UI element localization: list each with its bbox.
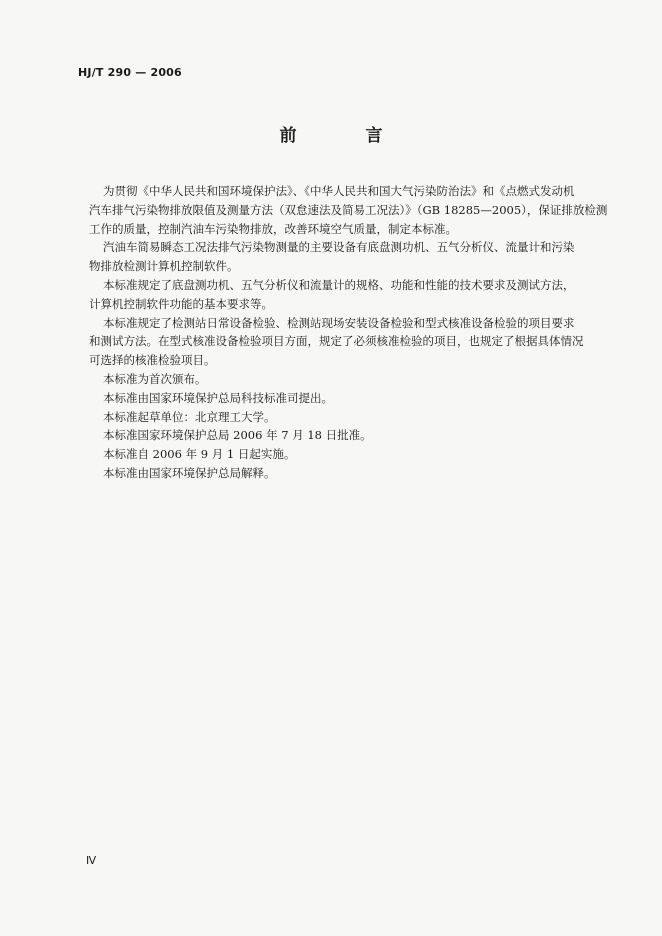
paragraph (89, 464, 613, 483)
paragraph-line: 本标准国家环境保护总局 2006 年 7 月 18 日批准。 (103, 428, 372, 443)
page-number: Ⅳ (86, 854, 97, 867)
paragraph-line: 物排放检测计算机控制软件。 (89, 259, 239, 274)
paragraph (89, 426, 613, 445)
paragraph (89, 182, 613, 238)
paragraph-line: 本标准起草单位：北京理工大学。 (103, 409, 276, 424)
paragraph-line: 本标准由国家环境保护总局科技标准司提出。 (103, 390, 333, 405)
paragraph-line: 计算机控制软件功能的基本要求等。 (89, 296, 273, 311)
paragraph-line: 可选择的核准检验项目。 (89, 353, 216, 368)
paragraph-line: 汽油车简易瞬态工况法排气污染物测量的主要设备有底盘测功机、五气分析仪、流量计和污染 (103, 240, 575, 255)
paragraph (89, 408, 613, 427)
paragraph (89, 314, 613, 370)
document-id: HJ/T 290 — 2006 (78, 66, 182, 79)
paragraph-line: 本标准为首次颁布。 (103, 371, 207, 386)
paragraph-line: 本标准规定了底盘测功机、五气分析仪和流量计的规格、功能和性能的技术要求及测试方法， (103, 277, 575, 292)
paragraph (89, 370, 613, 389)
paragraph-line: 工作的质量，控制汽油车污染物排放，改善环境空气质量，制定本标准。 (89, 221, 457, 236)
paragraph (89, 276, 613, 314)
paragraph-line: 本标准规定了检测站日常设备检验、检测站现场安装设备检验和型式核准设备检验的项目要求 (103, 315, 575, 330)
paragraph-line: 本标准自 2006 年 9 月 1 日起实施。 (103, 447, 296, 462)
paragraph-line: 汽车排气污染物排放限值及测量方法（双怠速法及简易工况法）》（GB 18285—2005），保证排放检测 (89, 202, 608, 217)
page-title: 前 言 (279, 126, 409, 146)
paragraph-line: 和测试方法。在型式核准设备检验项目方面，规定了必须核准检验的项目，也规定了根据具体情况 (89, 334, 584, 349)
foreword-body (89, 182, 613, 483)
paragraph (89, 238, 613, 276)
paragraph (89, 445, 613, 464)
paragraph (89, 389, 613, 408)
paragraph-line: 本标准由国家环境保护总局解释。 (103, 465, 276, 480)
paragraph-line: 为贯彻《中华人民共和国环境保护法》、《中华人民共和国大气污染防治法》和《点燃式发动机 (103, 184, 575, 198)
